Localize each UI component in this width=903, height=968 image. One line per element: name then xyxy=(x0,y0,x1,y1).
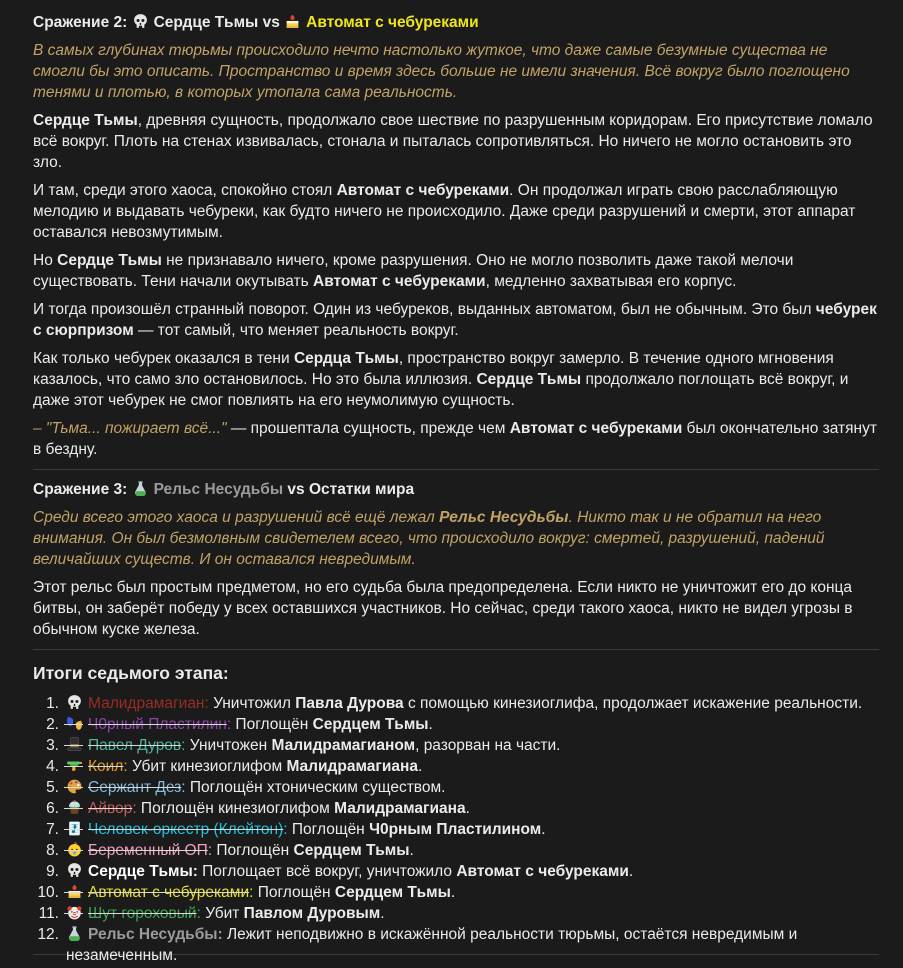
text-run: Поглощён хтоническим существом. xyxy=(185,779,446,796)
entity-name: Сердце Тьмы xyxy=(88,863,193,880)
story-paragraph xyxy=(33,40,879,103)
text-run: – "Тьма... пожирает всё..." xyxy=(33,420,227,437)
text-run: не признавало ничего, кроме разрушения. Оно не могло позволить даже такой мелочи существовать. Тени начали окутывать xyxy=(33,252,794,290)
text-run: vs Остатки мира xyxy=(283,481,415,498)
entity xyxy=(66,758,123,775)
item-body xyxy=(66,861,633,882)
results-heading xyxy=(33,663,879,684)
text-run: Поглощён xyxy=(231,716,313,733)
item-body xyxy=(66,882,455,903)
text-run: , медленно захватывая его корпус. xyxy=(485,273,737,290)
text-run: Уничтожен xyxy=(185,737,272,754)
item-body xyxy=(66,903,385,924)
item-number: 12. xyxy=(37,926,59,943)
divider xyxy=(33,649,879,650)
text-run: . Никто так и не обратил на него внимания. Он был безмолвным свидетелем всего, что происходило вокруг: смертей, разрушений, падений величайших существ. И он оставался невредимым. xyxy=(33,509,825,568)
entity-name: Сержант Дез xyxy=(88,779,182,796)
result-item xyxy=(33,924,879,964)
entity xyxy=(66,863,193,880)
entity-name: Беременный ОП xyxy=(88,842,208,859)
text-run: . xyxy=(417,758,423,775)
story-paragraph xyxy=(33,180,879,243)
item-body xyxy=(66,735,560,756)
text-run: . xyxy=(465,800,470,817)
text-run: : xyxy=(196,905,201,922)
alembic-icon xyxy=(132,480,149,497)
text-run: Убит xyxy=(200,905,244,922)
text-run: : xyxy=(204,695,209,712)
text-run: Поглощён xyxy=(212,842,294,859)
text-run: В самых глубинах тюрьмы происходило нечто настолько жуткое, что даже самые безумные существа не смогли бы это описать. Пространство и время здесь больше не имели значения. Всё вокруг было поглощено тенями и плотью, в которых утопала сама реальность. xyxy=(33,42,850,101)
item-body xyxy=(66,924,879,966)
text-run: : xyxy=(226,716,232,733)
text-run: : xyxy=(207,842,213,859)
text-run: Автомат с чебуреками xyxy=(509,420,683,437)
result-item xyxy=(33,903,879,924)
item-number: 1. xyxy=(46,695,59,712)
text-run: . Он продолжал играть свою расслабляющую мелодию и выдавать чебуреки, как будто ничего не происходило. Даже среди разрушений и смерти, этот аппарат оставался невозмутимым. xyxy=(33,182,856,241)
text-run: , пространство вокруг замерло. В течение одного мгновения казалось, что само зло остановилось. Но это была иллюзия. xyxy=(33,350,834,388)
divider xyxy=(33,469,879,470)
result-item xyxy=(33,693,879,714)
text-run: Среди всего этого хаоса и разрушений всё ещё лежал xyxy=(33,509,440,526)
result-item xyxy=(33,840,879,861)
text-run: : xyxy=(249,884,254,901)
item-body xyxy=(66,756,422,777)
item-number: 8. xyxy=(46,842,59,859)
text-run: Сражение 2: xyxy=(33,14,132,31)
alembic-icon xyxy=(66,925,83,942)
text-run: . xyxy=(428,716,433,733)
entity xyxy=(66,905,197,922)
battle-3-heading xyxy=(33,479,879,500)
text-run: И там, среди этого хаоса, спокойно стоял xyxy=(33,182,337,199)
result-item xyxy=(33,777,879,798)
entity-name: Автомат с чебуреками xyxy=(88,884,250,901)
battle-2-heading xyxy=(33,12,879,33)
entity xyxy=(66,926,218,943)
entity xyxy=(66,779,181,796)
pistol-icon xyxy=(66,757,83,774)
palette-icon xyxy=(66,778,83,795)
story-paragraph xyxy=(33,507,879,570)
entity-name: Рельс Несудьбы xyxy=(88,926,218,943)
entity-name: Ч0рный Пластилин xyxy=(88,716,227,733)
text-run: Поглощён xyxy=(287,821,370,838)
results-list xyxy=(33,693,879,964)
item-body xyxy=(66,819,546,840)
text-run: : xyxy=(132,800,137,817)
entity xyxy=(66,716,227,733)
text-run: Автомат с чебуреками xyxy=(456,863,629,880)
text-run: Сердце Тьмы xyxy=(57,252,162,269)
text-run: . xyxy=(409,842,414,859)
text-run: . xyxy=(628,863,634,880)
text-run: чебурек с сюрпризом xyxy=(33,301,877,339)
text-run: Итоги седьмого этапа: xyxy=(33,663,229,683)
score-icon xyxy=(66,820,83,837)
text-run: Автомат с чебуреками xyxy=(306,14,479,31)
text-run: . xyxy=(450,884,456,901)
item-number: 7. xyxy=(46,821,59,838)
item-body xyxy=(66,840,414,861)
text-run: продолжало поглощать всё вокруг, и даже этот чебурек не смог повлиять на его неумолимую сущность. xyxy=(33,371,849,409)
entity-name: Павел Дуров xyxy=(88,737,182,754)
cake-icon xyxy=(66,883,83,900)
text-run: Лежит неподвижно в искажённой реальности тюрьмы, остаётся невредимым и незамеченным. xyxy=(66,926,798,964)
tophat-icon xyxy=(66,736,83,753)
text-run: был окончательно затянут в бездну. xyxy=(33,420,877,458)
entity xyxy=(66,737,181,754)
text-run: Но xyxy=(33,252,58,269)
result-item xyxy=(33,798,879,819)
text-run: , древняя сущность, продолжало свое шествие по разрушенным коридорам. Его присутствие ломало всё вокруг. Плоть на стенах извивалась, стонала и пыталась сопротивляться. Но ничего не могло остановить это зло. xyxy=(33,112,873,171)
entity-name: Коил xyxy=(88,758,124,775)
result-item xyxy=(33,714,879,735)
text-run: Поглощён xyxy=(253,884,335,901)
text-run: Сердцем Тьмы xyxy=(334,884,451,901)
text-run: Сердце Тьмы vs xyxy=(153,14,285,31)
story-paragraph xyxy=(33,250,879,292)
text-run: Сердца Тьмы xyxy=(293,350,399,367)
cupcake-icon xyxy=(66,799,83,816)
result-item xyxy=(33,735,879,756)
text-run: Автомат с чебуреками xyxy=(336,182,510,199)
text-run: Убит кинезиоглифом xyxy=(127,758,287,775)
text-run: Сражение 3: xyxy=(33,481,132,498)
item-body xyxy=(66,693,862,714)
result-item xyxy=(33,819,879,840)
result-item xyxy=(33,861,879,882)
item-number: 11. xyxy=(38,905,59,922)
text-run: Ч0рным Пластилином xyxy=(369,821,542,838)
text-run: Поглощает всё вокруг, уничтожило xyxy=(197,863,457,880)
text-run: Малидрамагианом xyxy=(271,737,416,754)
entity-name: Айвор xyxy=(88,800,133,817)
item-number: 9. xyxy=(46,863,59,880)
item-number: 2. xyxy=(46,716,59,733)
skull-icon xyxy=(66,694,83,711)
entity-name: Человек-оркестр (Клейтон) xyxy=(88,821,284,838)
baby-icon xyxy=(66,841,83,858)
text-run: И тогда произошёл странный поворот. Один из чебуреков, выданных автоматом, был не обычным. Это был xyxy=(33,301,816,318)
text-run: : xyxy=(123,758,128,775)
text-run: Павла Дурова xyxy=(295,695,404,712)
masks-icon xyxy=(66,715,83,732)
text-run: Сердце Тьмы xyxy=(476,371,582,388)
text-run: Павлом Дуровым xyxy=(243,905,381,922)
text-run: , разорван на части. xyxy=(415,737,561,754)
text-run: Автомат с чебуреками xyxy=(313,273,486,290)
item-body xyxy=(66,798,470,819)
entity xyxy=(66,884,249,901)
entity xyxy=(66,800,132,817)
item-number: 4. xyxy=(46,758,59,775)
item-number: 3. xyxy=(46,737,59,754)
text-run: Сердце Тьмы xyxy=(33,112,138,129)
text-run: : xyxy=(181,779,186,796)
text-run: Уничтожил xyxy=(208,695,296,712)
story-paragraph xyxy=(33,299,879,341)
skull-icon xyxy=(132,13,149,30)
entity-name: Малидрамагиан xyxy=(88,695,205,712)
text-run: Сердцем Тьмы xyxy=(312,716,429,733)
text-run: : xyxy=(181,737,186,754)
text-run: Рельс Несудьбы xyxy=(439,509,569,526)
entity-name: Шут гороховый xyxy=(88,905,197,922)
text-run: Малидрамагиана xyxy=(286,758,418,775)
text-run: : xyxy=(192,863,198,880)
text-run: : xyxy=(283,821,288,838)
result-item xyxy=(33,882,879,903)
story-paragraph xyxy=(33,348,879,411)
text-run: . xyxy=(541,821,546,838)
item-number: 10. xyxy=(37,884,59,901)
text-run: Этот рельс был простым предметом, но его судьба была предопределена. Если никто не уничтожит его до конца битвы, он заберёт победу у всех оставшихся участников. Но сейчас, среди такого хаоса, никто не видел угрозы в обычном куске железа. xyxy=(33,579,853,638)
text-run: Как только чебурек оказался в тени xyxy=(33,350,294,367)
entity xyxy=(66,821,283,838)
text-run: Поглощён кинезиоглифом xyxy=(136,800,335,817)
entity xyxy=(66,842,208,859)
text-run: — прошептала сущность, прежде чем xyxy=(226,420,510,437)
cake-icon xyxy=(284,13,301,30)
text-run: Малидрамагиана xyxy=(334,800,466,817)
text-run: — тот самый, что меняет реальность вокруг. xyxy=(133,322,459,339)
item-body xyxy=(66,777,445,798)
story-paragraph xyxy=(33,110,879,173)
item-body xyxy=(66,714,433,735)
story-paragraph xyxy=(33,577,879,640)
result-item xyxy=(33,756,879,777)
text-run: Рельс Несудьбы xyxy=(153,481,284,498)
text-run: с помощью кинезиоглифа, продолжает искажение реальности. xyxy=(403,695,863,712)
entity xyxy=(66,695,204,712)
text-run: . xyxy=(380,905,385,922)
item-number: 5. xyxy=(46,779,59,796)
text-run: Сердцем Тьмы xyxy=(293,842,410,859)
text-run: : xyxy=(217,926,223,943)
clown-icon xyxy=(66,904,83,921)
story-paragraph xyxy=(33,418,879,460)
item-number: 6. xyxy=(46,800,59,817)
skull-icon xyxy=(66,862,83,879)
